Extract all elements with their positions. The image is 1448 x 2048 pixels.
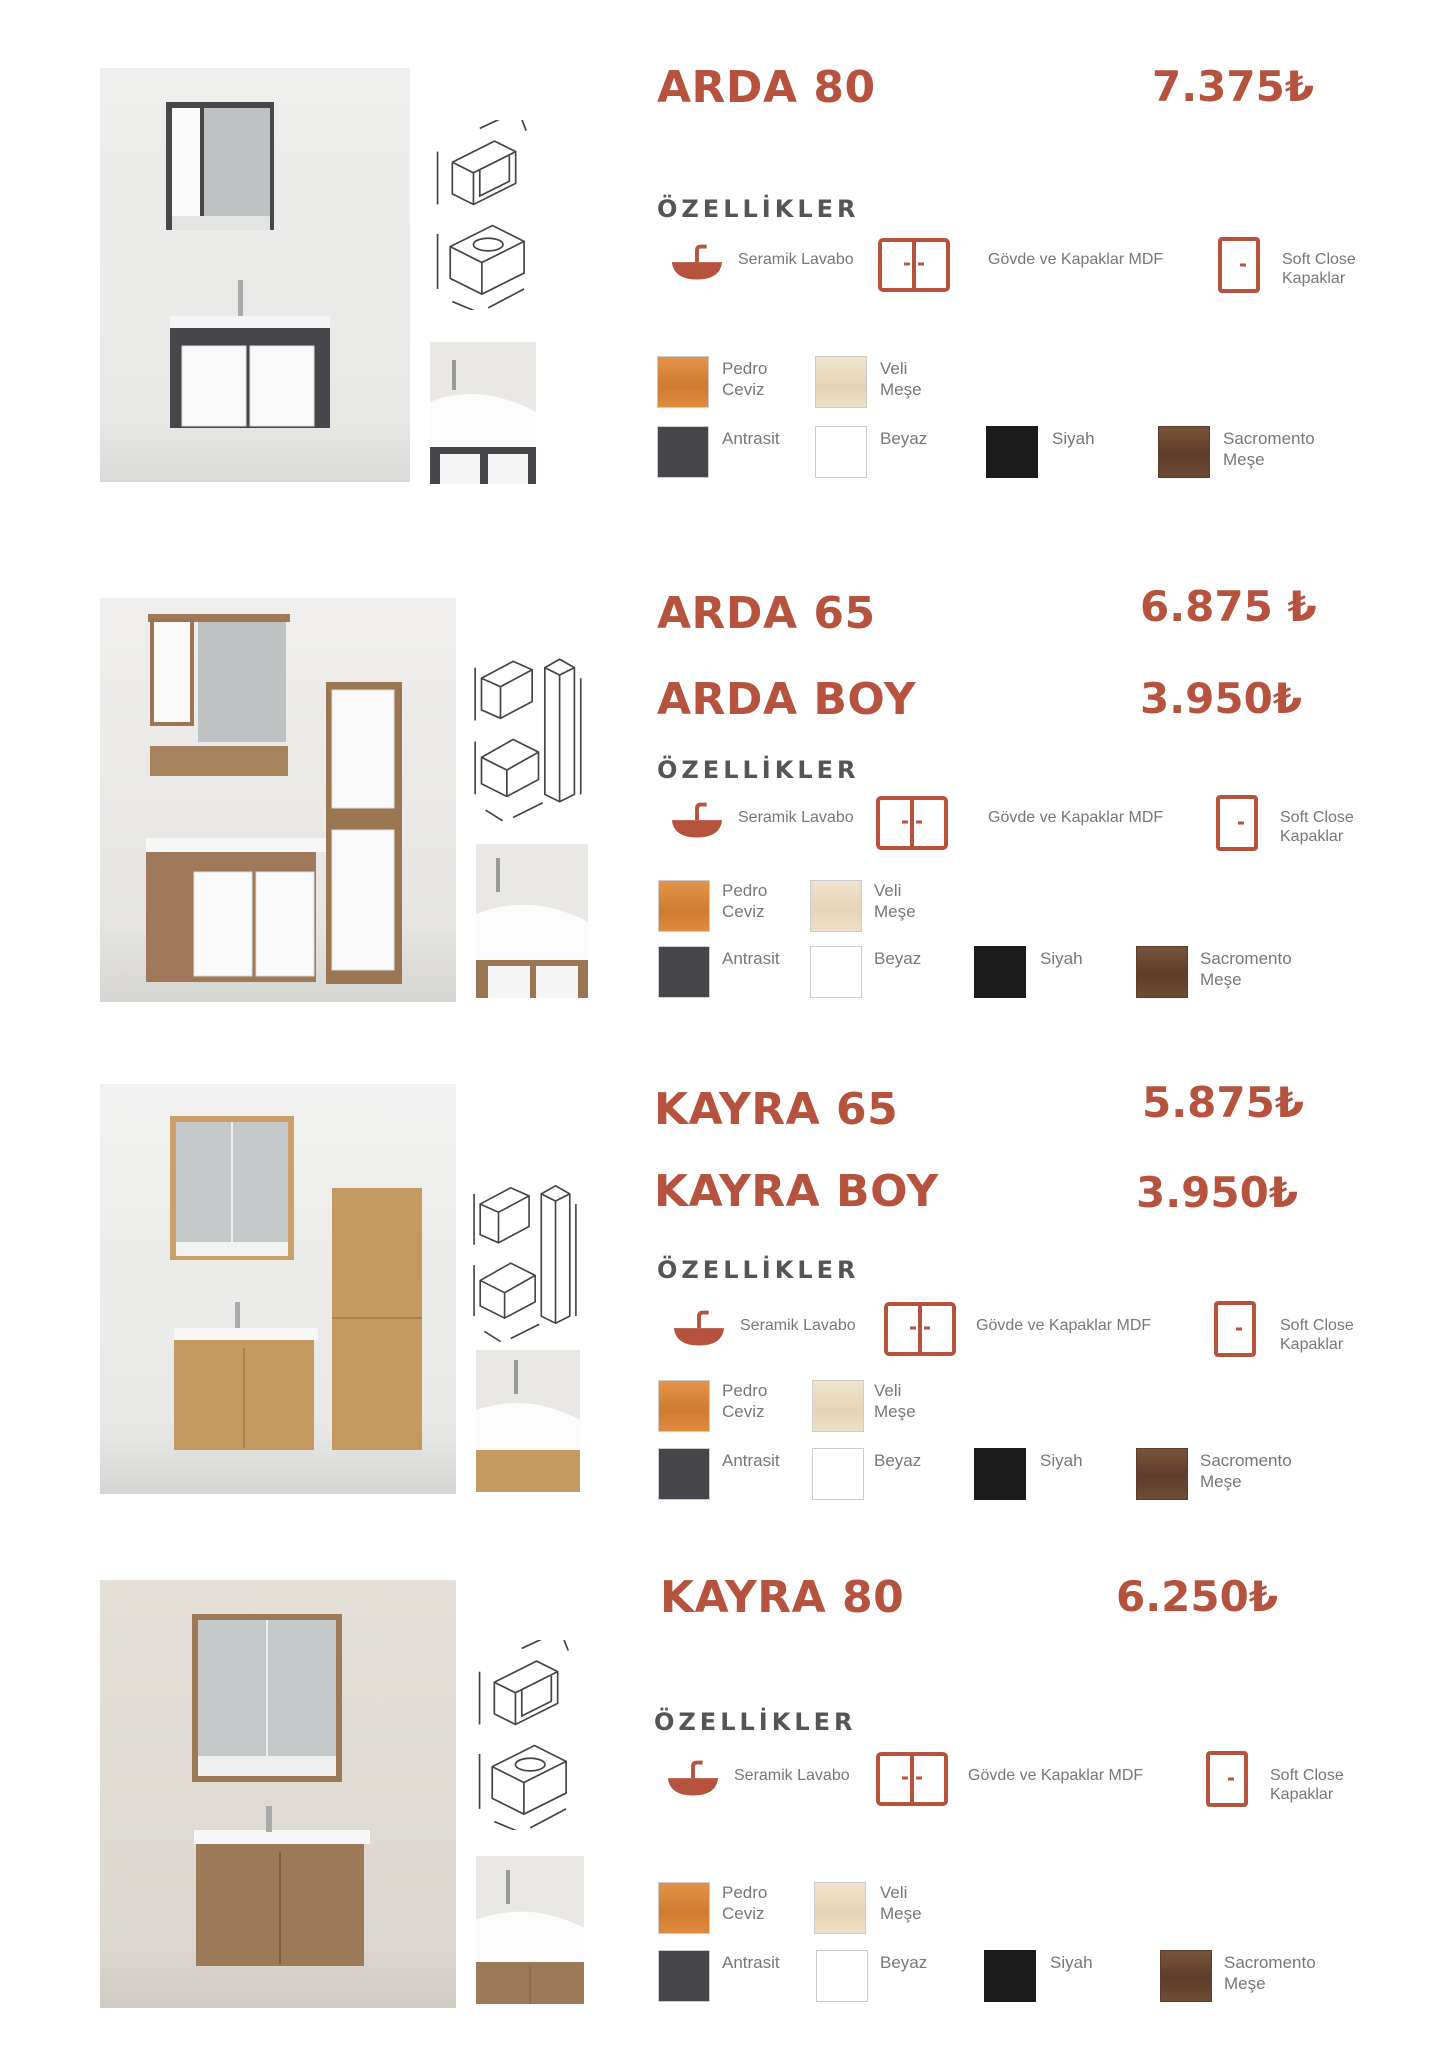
swatch-label: Beyaz — [874, 1451, 922, 1470]
swatch-pedro-ceviz — [658, 1380, 710, 1432]
swatch-beyaz — [816, 1950, 868, 2002]
swatch-siyah — [986, 426, 1038, 478]
swatch-label: Veli Meşe — [880, 1883, 922, 1923]
feature-mdf: Gövde ve Kapaklar MDF — [988, 251, 1164, 268]
swatch-label: Beyaz — [880, 1953, 928, 1972]
swatch-label: Pedro Ceviz — [722, 881, 768, 921]
product-photo-kayra-65 — [100, 1084, 456, 1494]
technical-drawing-arda-65 — [470, 636, 588, 826]
detail-photo-arda-80 — [430, 342, 536, 484]
swatch-label: Antrasit — [722, 429, 780, 448]
sink-icon — [668, 802, 726, 842]
swatch-sacromento-mese — [1136, 946, 1188, 998]
swatch-siyah — [984, 1950, 1036, 2002]
product-price: 5.875₺ — [1142, 1078, 1305, 1127]
product-price: 7.375₺ — [1152, 62, 1315, 111]
swatch-label: Pedro Ceviz — [722, 359, 768, 399]
swatch-pedro-ceviz — [657, 356, 709, 408]
swatch-veli-mese — [814, 1882, 866, 1934]
door-icon — [1206, 1750, 1248, 1808]
swatch-veli-mese — [815, 356, 867, 408]
product-name: ARDA 80 — [657, 62, 876, 113]
door-icon — [1218, 236, 1260, 294]
product-name: KAYRA 80 — [660, 1572, 905, 1623]
door-icon — [1216, 794, 1258, 852]
cabinet-doors-icon — [876, 1752, 948, 1806]
swatch-pedro-ceviz — [658, 880, 710, 932]
swatch-antrasit — [658, 946, 710, 998]
swatch-label: Veli Meşe — [874, 881, 916, 921]
swatch-antrasit — [658, 1448, 710, 1500]
feature-soft-close: Soft Close Kapaklar — [1282, 251, 1356, 287]
sink-icon — [664, 1760, 722, 1800]
feature-sink: Seramik Lavabo — [734, 1767, 850, 1784]
swatch-label: Sacromento Meşe — [1200, 949, 1292, 989]
door-icon — [1214, 1300, 1256, 1358]
swatch-label: Antrasit — [722, 1953, 780, 1972]
product-name: KAYRA 65 — [654, 1084, 899, 1135]
swatch-label: Sacromento Meşe — [1200, 1451, 1292, 1491]
swatch-sacromento-mese — [1136, 1448, 1188, 1500]
swatch-beyaz — [815, 426, 867, 478]
detail-photo-kayra-80 — [476, 1856, 584, 2004]
swatch-label: Sacromento Meşe — [1223, 429, 1315, 469]
swatch-label: Pedro Ceviz — [722, 1381, 768, 1421]
cabinet-doors-icon — [884, 1302, 956, 1356]
swatch-siyah — [974, 1448, 1026, 1500]
swatch-label: Sacromento Meşe — [1224, 1953, 1316, 1993]
feature-soft-close: Soft Close Kapaklar — [1280, 1317, 1354, 1353]
swatch-label: Veli Meşe — [880, 359, 922, 399]
swatch-sacromento-mese — [1158, 426, 1210, 478]
product-name-2: KAYRA BOY — [654, 1166, 939, 1217]
swatch-sacromento-mese — [1160, 1950, 1212, 2002]
technical-drawing-kayra-65 — [470, 1160, 582, 1350]
features-title: ÖZELLİKLER — [657, 756, 860, 784]
product-price-2: 3.950₺ — [1140, 674, 1303, 723]
swatch-label: Siyah — [1050, 1953, 1093, 1972]
swatch-pedro-ceviz — [658, 1882, 710, 1934]
product-name-2: ARDA BOY — [657, 674, 917, 725]
swatch-label: Siyah — [1040, 1451, 1083, 1470]
swatch-veli-mese — [810, 880, 862, 932]
features-title: ÖZELLİKLER — [657, 195, 860, 223]
feature-soft-close: Soft Close Kapaklar — [1270, 1767, 1344, 1803]
swatch-label: Siyah — [1040, 949, 1083, 968]
swatch-beyaz — [812, 1448, 864, 1500]
feature-sink: Seramik Lavabo — [738, 251, 854, 268]
cabinet-doors-icon — [878, 238, 950, 292]
feature-sink: Seramik Lavabo — [738, 809, 854, 826]
swatch-antrasit — [657, 426, 709, 478]
product-photo-arda-65 — [100, 598, 456, 1002]
sink-icon — [670, 1310, 728, 1350]
detail-photo-kayra-65 — [476, 1350, 580, 1492]
swatch-siyah — [974, 946, 1026, 998]
product-photo-arda-80 — [100, 68, 410, 482]
feature-mdf: Gövde ve Kapaklar MDF — [968, 1767, 1144, 1784]
swatch-label: Beyaz — [874, 949, 922, 968]
swatch-label: Veli Meşe — [874, 1381, 916, 1421]
swatch-label: Antrasit — [722, 1451, 780, 1470]
technical-drawing-kayra-80 — [470, 1640, 582, 1830]
swatch-veli-mese — [812, 1380, 864, 1432]
sink-icon — [668, 244, 726, 284]
swatch-beyaz — [810, 946, 862, 998]
product-price: 6.250₺ — [1116, 1572, 1279, 1621]
product-price: 6.875 ₺ — [1140, 582, 1317, 631]
feature-sink: Seramik Lavabo — [740, 1317, 856, 1334]
features-title: ÖZELLİKLER — [654, 1708, 857, 1736]
features-title: ÖZELLİKLER — [657, 1256, 860, 1284]
swatch-antrasit — [658, 1950, 710, 2002]
swatch-label: Pedro Ceviz — [722, 1883, 768, 1923]
swatch-label: Antrasit — [722, 949, 780, 968]
technical-drawing-arda-80 — [428, 120, 540, 310]
detail-photo-arda-65 — [476, 844, 588, 998]
feature-soft-close: Soft Close Kapaklar — [1280, 809, 1354, 845]
product-photo-kayra-80 — [100, 1580, 456, 2008]
feature-mdf: Gövde ve Kapaklar MDF — [988, 809, 1164, 826]
product-name: ARDA 65 — [657, 588, 876, 639]
swatch-label: Siyah — [1052, 429, 1095, 448]
cabinet-doors-icon — [876, 796, 948, 850]
swatch-label: Beyaz — [880, 429, 928, 448]
product-price-2: 3.950₺ — [1136, 1168, 1299, 1217]
feature-mdf: Gövde ve Kapaklar MDF — [976, 1317, 1152, 1334]
